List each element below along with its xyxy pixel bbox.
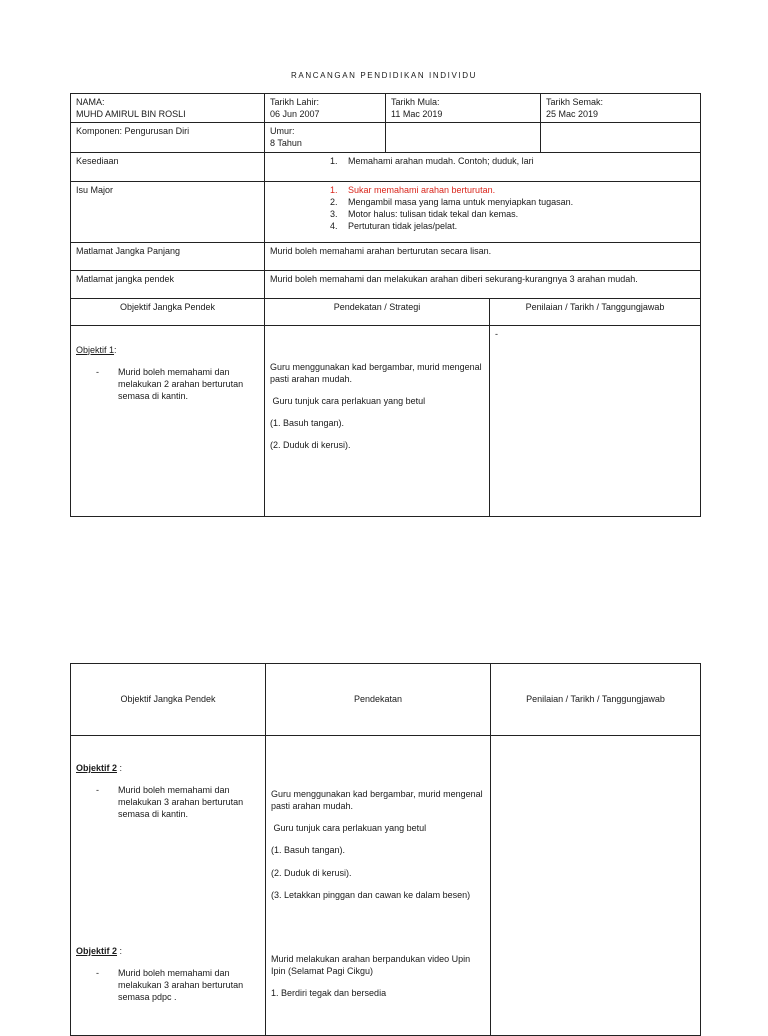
isu-item: 3. Motor halus: tulisan tidak tekal dan kemas.: [340, 208, 695, 220]
page-title: RANCANGAN PENDIDIKAN INDIVIDU: [291, 71, 477, 80]
kesediaan-row: [71, 152, 701, 181]
objektif-item: Murid boleh memahami dan melakukan 3 arahan berturutan semasa di kantin.: [118, 785, 244, 820]
list-item: [76, 366, 259, 402]
isu-item: 2. Mengambil masa yang lama untuk menyiapkan tugasan.: [340, 196, 695, 208]
dash-bullet: -: [96, 785, 99, 796]
tarikh-lahir-label: Tarikh Lahir:: [270, 97, 320, 107]
strategi-line: Guru tunjuk cara perlakuan yang betul: [271, 823, 427, 834]
isu-major-label: Isu Major: [71, 181, 265, 242]
penilaian-cell: [491, 736, 701, 1036]
komponen-row: [71, 123, 701, 152]
objektif-cell: [71, 325, 265, 516]
list-item: [76, 967, 260, 1003]
kesediaan-label: Kesediaan: [71, 152, 265, 181]
objektif-colon: :: [117, 763, 123, 773]
strategi-line: (1. Basuh tangan).: [271, 845, 346, 856]
empty-cell: [386, 123, 541, 152]
header-pendekatan: Pendekatan / Strategi: [265, 298, 490, 325]
penilaian-cell: [490, 325, 701, 516]
dash-bullet: -: [96, 366, 99, 377]
objektif-row: [71, 736, 701, 1036]
strategi-line: Murid melakukan arahan berpandukan video Upin Ipin (Selamat Pagi Cikgu): [271, 953, 471, 976]
header-objektif: Objektif Jangka Pendek: [71, 298, 265, 325]
matlamat-panjang-value: Murid boleh memahami arahan berturutan secara lisan.: [265, 242, 701, 270]
tarikh-mula-value: 11 Mac 2019: [391, 109, 443, 120]
umur-value: 8 Tahun: [270, 138, 302, 149]
strategi-cell: [265, 325, 490, 516]
umur-label: Umur:: [270, 126, 295, 137]
isu-major-row: [71, 181, 701, 242]
header-penilaian: Penilaian / Tarikh / Tanggungjawab: [491, 664, 701, 736]
matlamat-panjang-label: Matlamat Jangka Panjang: [71, 242, 265, 270]
isu-major-list: [270, 184, 695, 233]
strategi-cell: [266, 736, 491, 1036]
empty-cell: [541, 123, 701, 152]
tarikh-lahir-cell: [265, 94, 386, 123]
objektif-item: Murid boleh memahami dan melakukan 3 arahan berturutan semasa pdpc .: [118, 967, 244, 1002]
header-penilaian: Penilaian / Tarikh / Tanggungjawab: [490, 298, 701, 325]
objektif-heading: [76, 762, 260, 774]
info-row: [71, 94, 701, 123]
isu-item: 4. Pertuturan tidak jelas/pelat.: [340, 220, 695, 232]
tarikh-mula-cell: [386, 94, 541, 123]
isu-major-cell: [265, 181, 701, 242]
umur-cell: [265, 123, 386, 152]
header-row: [71, 664, 701, 736]
matlamat-pendek-label: Matlamat jangka pendek: [71, 270, 265, 298]
kesediaan-list: [270, 155, 695, 167]
header-pendekatan: Pendekatan: [266, 664, 491, 736]
tarikh-mula-label: Tarikh Mula:: [391, 97, 440, 107]
objektif-heading: [76, 344, 259, 356]
tarikh-semak-label: Tarikh Semak:: [546, 97, 604, 107]
header-row: [71, 298, 701, 325]
isu-item-highlighted: 1. Sukar memahami arahan berturutan.: [340, 184, 695, 196]
header-objektif: Objektif Jangka Pendek: [71, 664, 266, 736]
nama-cell: [71, 94, 265, 123]
strategi-line: (2. Duduk di kerusi).: [270, 440, 351, 451]
nama-value: MUHD AMIRUL BIN ROSLI: [76, 109, 186, 120]
komponen-cell: Komponen: Pengurusan Diri: [71, 123, 265, 152]
list-item: [76, 784, 260, 820]
matlamat-pendek-value: Murid boleh memahami dan melakukan arahan diberi sekurang-kurangnya 3 arahan mudah.: [265, 270, 701, 298]
dash-bullet: -: [96, 967, 99, 978]
matlamat-panjang-row: [71, 242, 701, 270]
kesediaan-item: 1. Memahami arahan mudah. Contoh; duduk, lari: [340, 155, 695, 167]
kesediaan-value-cell: [265, 152, 701, 181]
strategi-line: (1. Basuh tangan).: [270, 417, 345, 428]
objektif-colon: :: [117, 945, 123, 956]
penilaian-value: -: [495, 328, 498, 339]
strategi-line: Guru menggunakan kad bergambar, murid mengenal pasti arahan mudah.: [271, 789, 483, 812]
objektif-cell: [71, 736, 266, 1036]
objektif-item: Murid boleh memahami dan melakukan 2 arahan berturutan semasa di kantin.: [118, 366, 244, 401]
objektif-title: Objektif 2: [76, 945, 118, 956]
nama-label: NAMA:: [76, 97, 105, 107]
tarikh-semak-cell: [541, 94, 701, 123]
strategi-line: Guru tunjuk cara perlakuan yang betul: [270, 395, 426, 406]
objektif-heading: [76, 945, 260, 957]
strategi-line: Guru menggunakan kad bergambar, murid mengenal pasti arahan mudah.: [270, 361, 482, 384]
rpi-table-continued: [70, 663, 701, 1036]
strategi-line: (3. Letakkan pinggan dan cawan ke dalam besen): [271, 889, 471, 900]
strategi-line: (2. Duduk di kerusi).: [271, 867, 352, 878]
matlamat-pendek-row: [71, 270, 701, 298]
objektif-title: Objektif 2: [76, 763, 118, 773]
strategi-line: 1. Berdiri tegak dan bersedia: [271, 988, 387, 999]
objektif-row: [71, 325, 701, 516]
tarikh-lahir-value: 06 Jun 2007: [270, 109, 320, 120]
objektif-title: Objektif 1: [76, 344, 115, 355]
rpi-table-main: [70, 93, 701, 517]
objektif-colon: :: [114, 344, 117, 355]
tarikh-semak-value: 25 Mac 2019: [546, 109, 599, 120]
